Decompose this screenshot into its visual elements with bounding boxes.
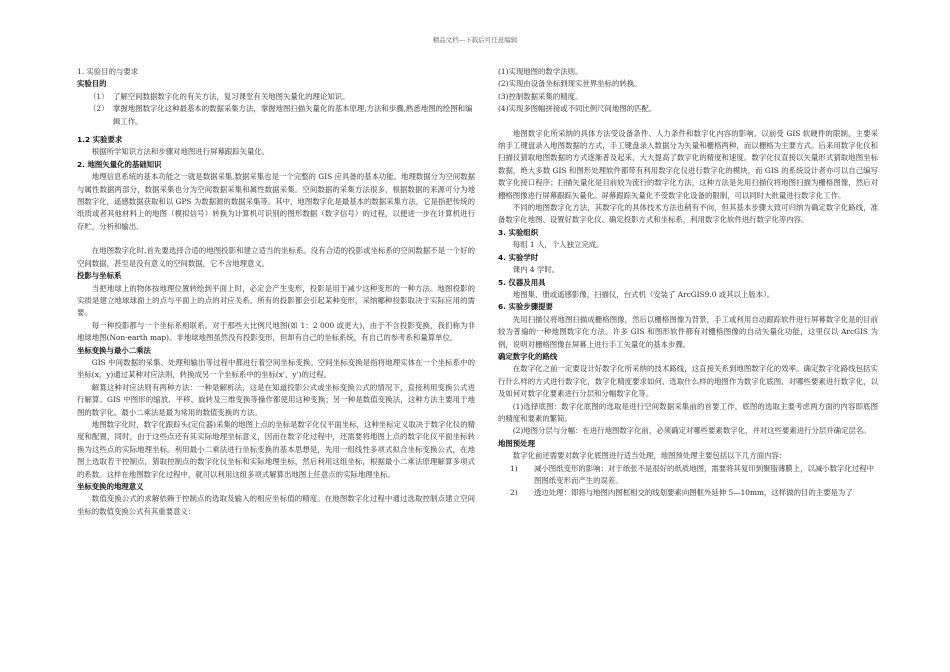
paragraph: 解算这种对应法则有两种方法：一种是解析法，这是在知道投影公式或坐标变换公式的情况下，直接利用变换公式进行解算。GIS 中图形的缩放、平移、旋转及三维变换等操作都使用这种变换；另一种是数值变换法，这种方法主要用于地图的数字化。最小二乘法是最为常用的数值变换的方法。 bbox=[77, 382, 475, 417]
paragraph: 在数字化之前一定要设计好数字化所采纳的技术路线，这直接关系到地图数字化的效率。确定数字化路线包括实行什么样的方式进行数字化，数字化精度要求如何、选取什么样的地图作为数字化底图、对哪些要素进行数字化，以及如何对数字化要素进行分层和分幅数字化等。 bbox=[498, 364, 878, 399]
projection-title: 投影与坐标系 bbox=[77, 271, 122, 281]
list-item-number: 1) bbox=[510, 463, 518, 473]
transform-meaning-title: 坐标变换的地理意义 bbox=[77, 482, 144, 491]
list-item: (4)实现多图幅拼接或不同比例尺间地图的匹配。 bbox=[498, 104, 657, 114]
paragraph: 地理信息系统的基本功能之一就是数据采集,数据采集也是一个完整的 GIS 应具备的基本功能。地理数据分为空间数据与属性数据两部分，数据采集也分为空间数据采集和属性数据采集。空间数据的采集方法很多，根据数据的来源可分为地图数字化，遥感数据获取和以 GPS 为数据源的数据采集等。其中，地图数字化是最基本的数据采集方法，它是指把传统的纸质或者其他材料上的地图（模拟信号）转换为计算机可识别的图形数据（数字信号）的过程，以便进一步在计算机进行存贮，分析和输出。 bbox=[77, 172, 475, 231]
list-item-number: （1） bbox=[89, 91, 109, 101]
section-4-text: 课内 4 学时。 bbox=[512, 265, 560, 275]
section-2-title: 2. 地图矢量化的基础知识 bbox=[77, 159, 162, 169]
section-6-title: 6. 实验步骤提要 bbox=[498, 302, 553, 312]
section-3-text: 每组 1 人，个人独立完成。 bbox=[512, 240, 604, 250]
preprocess-title: 地图预处理 bbox=[498, 438, 535, 448]
transform-title: 坐标变换与最小二乘法 bbox=[77, 345, 151, 355]
paragraph: (1)选择底图：数字化底图的选取是进行空间数据采集前的首要工作，底图的选取主要考虑两方面的内容即底图的精度和要素的繁简。 bbox=[498, 401, 878, 423]
paragraph: 在地图数字化时,首先要选择合适的地图投影和建立适当的坐标系。没有合适的投影或坐标系的空间数据不是一个好的空间数据，甚至是没有意义的空间数据，它不含地理意义。 bbox=[77, 246, 475, 268]
list-item bbox=[77, 103, 475, 128]
paragraph: 当把地球上的物体按地理位置转绘到平面上时，必定会产生变形，投影是用于减少这种变形的一种方法。地图投影的实质是建立地球球面上的点与平面上的点的对应关系。所有的投影都会引起某种变形，采纳哪种投影取决于实际应用的需要。 bbox=[77, 283, 475, 318]
list-item bbox=[77, 91, 475, 103]
paragraph: 先用扫描仪将地图扫描成栅格图像，然后以栅格图像为背景，手工或利用自动跟踪软件进行屏幕数字化是的目前较为普遍的一种地图数字化方法。许多 GIS 和图形软件都有对栅格图像的自动矢量化功能，这里仅以 ArcGIS 为例，说明对栅格图像在屏幕上进行手工矢量化的基本步骤。 bbox=[498, 314, 878, 349]
section-1-2-text: 根据所学知识方法和步骤对地图进行屏幕跟踪矢量化。 bbox=[91, 147, 270, 157]
section-3-title: 3. 实验组织 bbox=[498, 227, 539, 237]
paragraph: 数值变换公式的求解依赖于控制点的选取及输入的相应坐标值的精度。在地图数字化过程中通过选取控制点建立空间坐标的数值变换公式有其重要意义： bbox=[77, 494, 475, 516]
list-item bbox=[498, 487, 878, 499]
list-item: (3)控制数据采集的精度。 bbox=[498, 91, 583, 101]
paragraph: GIS 中间数据的采集、处理和输出等过程中都进行着空间坐标变换。空间坐标变换是指将地理实体在一个坐标系中的坐标(x，y)通过某种对应法则，转换成另一个坐标系中的坐标(x'，y')的过程。 bbox=[77, 357, 475, 380]
list-item-text: 了解空间数据数字化的有关方法，复习课堂有关地图矢量化的理论知识。 bbox=[113, 91, 350, 101]
list-item bbox=[498, 463, 878, 488]
list-item-number: （2） bbox=[89, 104, 109, 114]
list-item-text: 透边处理：即将与地图内图框相交的线划要素向图框外延伸 5—10mm，这样做的目的主要是为了 bbox=[534, 488, 853, 498]
paragraph: 不同的地图数字化方法，其数字化的具体技术方法也稍有不向，但其基本步骤大致可归纳为确定数字化路线，准备数字化地图、设置好数字化仪、确定投影方式和坐标系，利用数字化软件进行数字化等内容。 bbox=[498, 203, 878, 225]
list-item: (1)实现地图的数学法则。 bbox=[498, 67, 583, 76]
route-title: 确定数字化的路线 bbox=[498, 351, 558, 361]
paragraph: 每一种投影都与一个坐标系相联系。对于那些大比例尺地图(如 1：2 000 或更大)，由于不含投影变换，我们称为非地球地图(Non-earth map)。非地球地图虽然没有投影变形，但却有自己的坐标系统，有自己的参考系和量算单位。 bbox=[77, 320, 475, 343]
paragraph: (2)地图分层与分幅：在进行地图数字化前，必须确定对哪些要素数字化，并对这些要素进行分层并确定层名。 bbox=[512, 426, 871, 436]
section-1-2-title: 1.2 实验要求 bbox=[77, 135, 123, 145]
section-1-title: 1. 实验目的与要求 bbox=[77, 67, 139, 76]
list-item-text: 减小图纸变形的影响：对于纸张不是很好的纸质地图，需要将其复印到聚脂薄膜上，以减小数字化过程中图图纸变形而产生的误差。 bbox=[534, 463, 874, 485]
section-4-title: 4. 实验学时 bbox=[498, 252, 539, 262]
paragraph: 地图数字化时，数字化跟踪头(定位器)采集的地图上点的坐标是数字化仪平面坐标，这种坐标定义取决于数字化仪的精度和配置，同时，由于这些点还有其实际地理坐标意义，因而在数字化过程中，还需要将地图上点的数字化仪平面坐标转换为这些点的实际地理坐标。利用最小二乘法进行坐标变换的基本思想是，先用一组线性多项式拟合坐标变换公式，在地图上选取若干控制点，猜取控制点的数字化仪坐标和实际地理坐标，然后利用这组坐标，根据最小二乘法原理解算多项式的系数。这样在地图数字化过程中，就可以利用这组多项式解算出地图上任意点的实际地理坐标。 bbox=[77, 419, 475, 479]
list-item-text: 掌握地图数字化这种最基本的数据采集方法，掌握地图扫描矢量化的基本原理,方法和步骤,熟悉地图的绘图和编辑工作。 bbox=[113, 104, 473, 126]
right-column bbox=[498, 66, 878, 500]
list-item-number: 2) bbox=[510, 488, 518, 498]
list-item: (2)实现由设备坐标到现实世界坐标的转换。 bbox=[498, 79, 642, 89]
section-1-subtitle: 实验目的 bbox=[77, 79, 107, 89]
paragraph: 数字化前还需要对数字化底图进行适当处理，地图预处理主要包括以下几方面内容： bbox=[512, 451, 787, 461]
page-header: 精品文档---下载后可任意编辑 bbox=[432, 36, 518, 44]
paragraph: 地图数字化所采纳的具体方法受设备条件、人力条件和数字化内容的影响。以前受 GIS 软硬件的限制，主要采纳手工键盘录入地图数据的方式，手工键盘录入数据分为矢量和栅格两种，而以栅格为主要方式。后来用数字化仪和扫描仪猜取地图数据的方式逐渐普及起来，大大提高了数字化的精度和速度。数字化仪直接以矢量形式猜取地图坐标数据，绝大多数 GIS 和图形处理软件都带有利用数字化仪进行数字化的模块，而 GIS 的系统设计者亦可以自己编写数字化接口程序；扫描矢量化是目前较为流行的数字化方法，这种方法是先用扫描仪将地图扫描为栅格图像，然后对栅格图像进行屏幕跟踪矢量化。屏幕跟踪矢量化不受数字化设备的限制，可以同时大批量进行数字化工作。 bbox=[498, 128, 878, 200]
section-5-title: 5. 仪器及用具 bbox=[498, 277, 546, 287]
left-column bbox=[77, 66, 475, 518]
section-5-text: 地图集、册或遥感影像，扫描仪，台式机（安装了 ArcGIS9.0 或其以上版本）。 bbox=[512, 289, 775, 299]
